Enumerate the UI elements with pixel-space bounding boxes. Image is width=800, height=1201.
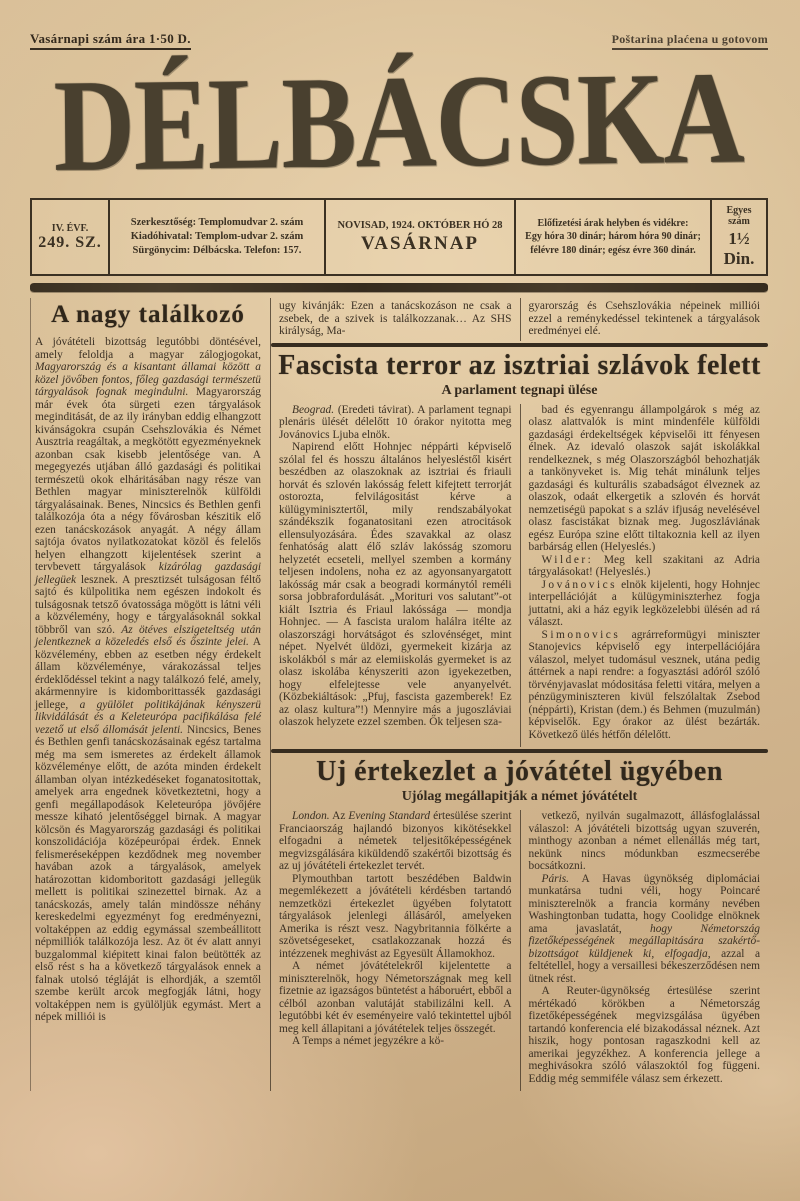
paragraph: A jóvátételi bizottság legutóbbi döntésével, amely feloldja a magyar zálogjogokat, Magyarország és a kisantant államai között a közel jövőben fontos, főleg gazdasági természetü tárgyalások fognak megindulni. Magyarország már évek óta sürgeti ezen tárgyalások meginditását, de az ily irányban eddig elhangzott kivánságokra csupán Csehszlovákia és Német Ausztria reagáltak, a megkötött egyezményeknek azonban csak kisebb jelentősége van. A megegyezés utjában álló gazdasági és politikai természetü okok elháritásában nagy része van Bethlen magyar miniszterelnök külföldi tárgyalásainak. Benes, Nincsics és Bethlen genfi találkozója óta a négy fővárosban készitik elő ezen tanácskozások anyagát. A négy állam sajtója óvatos nyilatkozatokat közöl és felelős helyen elhangzott kijelentések szerint a tervbevett tárgyalások kizárólag gazdasági jellegüek lesznek. A presztizsét tulságosan féltő sajtó és külpolitika nem egészen indokolt és tulságosnak tetsző óvatossága mögött is látni véli a közvélemény, hogy e tárgyalásoknál sokkal többről van szó. Az ötéves elszigeteltség után jelentkeznek a közeledés első és őszinte jelei. A közvélemény, ebben az esetben négy érdekelt állam közvéleménye, várakozással teljes érdeklődéssel tekint a nagy találkozó felé, amely, akármennyire is kidomborittassék gazdasági jellege, a gyülölet politikájának kényszerü likvidálását és a Keleteurópa pacifikálása felé vezető ut első állomását jelenti. Nincsics, Benes és Bethlen genfi tanácskozásainak egész tartalma még ma sem ismeretes az érdekelt államok közvéleménye előtt, de azóta minden érdekelt államban olyan intézkedéseket foganatositottak, amelyek arra engednek következtetni, hogy a genfi megállapodások Keleteurópa jövőjére messze kiható jelentőséggel birnak. A magyar kölcsön és Magyarország gazdasági és politikai konszolidációja középeurópai érdek. Ennek felismeréseképpen kezdődnek meg november havában azok a tárgyalások, amelyek határozottan kidomboritott gazdasági jellegük mellett is politikai szinezettel birnak. Az a tanácskozás, amely talán mindössze néhány kereskedelmi egyezményt fog eredményezni, voltaképpen az eddig egymással szembeállitott népmilliók találkozója lesz. Az öt év alatt annyi buzgalommal kiépitett kinai falon beütötték az első rést s ha a következő tárgyalások ennek a falnak utolsó tégláját is elhordják, a szemtől szembe került arcok megfogják látni, hogy voltaképpen nem is gyülöljük egymást. Mert a népek milliói is [35, 336, 261, 1023]
single-copy-cell [710, 200, 766, 274]
publication-day: VASÁRNAP [360, 232, 480, 254]
paragraph: Beograd. (Eredeti távirat). A parlament tegnapi plenáris ülését délelőtt 10 órakor nyitotta meg Jovánovics Ljuba elnök. [279, 403, 512, 441]
single-copy-label: Egyes szám [726, 205, 752, 227]
paragraph: Wilder: Meg kell szakitani az Adria tárgyalásokat! (Helyeslés.) [528, 553, 760, 579]
paragraph: bad és egyenrangu állampolgárok s még az olasz alattvalók is mint mindenféle külföldi gazdasági érdekeltségek képviselői itt fényesen élnek. Az idevaló olaszok saját iskolákkal rendelkeznek, s még Olaszországból behozhatják a tankönyveket is. Mig tehát minálunk teljes gazdasági és kulturális szabadságot élveznek az olaszok, odaát elkergetik a szlovén és horvát nemzetiségü papokat s a szláv ifjuság nevelésével olasz fascistákat biznak meg. Jugoszláviának egész Európa szine előtt tiltakoznia kell az ilyen barbárság ellen (Helyeslés.) [528, 403, 760, 554]
reparations-column-right [520, 810, 769, 1091]
fascista-column-left [271, 404, 520, 748]
masthead [30, 45, 768, 200]
paragraph: Plymouthban tartott beszédében Baldwin megemlékezett a jóvátételi kérdésben tartandó nemzetközi értekezlet ügyében folytatott tárgyalások jelenlegi állásáról, amelyeken Amerika is részt vesz. Nagybritannia fölkérte a szövetségeseket, csatlakozzanak hozzá és intézzenek meghivást az Egyesült Államokhoz. [279, 872, 512, 960]
right-section [270, 298, 768, 1091]
lead-article-title: A nagy találkozó [51, 301, 245, 328]
newspaper-title: DÉLBÁCSKA [53, 45, 745, 200]
issue-cell [32, 200, 108, 274]
subscription-line-1: Előfizetési árak helyben és vidékre: [537, 217, 689, 229]
fascista-column-right [520, 404, 769, 748]
fascista-subheadline: A parlament tegnapi ülése [441, 382, 598, 398]
continuation-left: ugy kivánják: Ezen a tanácskozáson ne csak a zsebek, de a szivek is találkozzanak… Az SHS királyság, Ma- [279, 300, 512, 337]
lead-article-body [35, 336, 261, 1024]
editorial-office-line: Szerkesztőség: Templomudvar 2. szám [130, 216, 304, 228]
paragraph: London. Az Evening Standard értesülése szerint Franciaország hajlandó bizonyos kikötésekkel elfogadni a németek teljesitőképességének megvizsgálására kiküldendő szakértői bizottság és az uj jóvátételi értekezlet tervét. [279, 810, 512, 873]
paragraph: Simonovics agrárreformügyi miniszter Stanojevics képviselő egy interpellációjára válaszol, melyet tudomásul vesznek, utána pedig áttérnek a napi rendre: a fogyasztási adóról szóló törvényjavaslat módositása feletti vitára, melyen a pénzügyminiszteren kivül felszólaltak Zsebod (néppárti), Kristan (dem.) és Behmen (muzulmán) képviselők. Egy órakor az ülést bezárták. Következő ülés hétfőn délelőtt. [528, 628, 760, 741]
issue-number: 249. SZ. [38, 233, 102, 251]
date-cell [324, 200, 514, 274]
reparations-column-left [271, 810, 520, 1091]
article-reparations [271, 756, 768, 1091]
paragraph: A Reuter-ügynökség értesülése szerint mértékadó körökben a Németország fizetőképességének megvizsgálása ügyében tartandó konferencia elé bizakodással néznek. Azt hiszik, hogy pontosan ragaszkodni kell az amerikai jegyzékhez. A konferencia jellege a meghivásokra szóló válaszoktól fog függeni. Eddig még semmiféle válasz sem érkezett. [528, 985, 760, 1085]
lead-article-continuation [271, 298, 768, 341]
telegram-phone-line: Sürgönycim: Délbácska. Telefon: 157. [132, 245, 302, 257]
paragraph: A német jóvátételekről kijelentette a miniszterelnök, hogy Németországnak meg kell fizetnie az igazságos büntetést a háboruért, ebből a célból azonban valutáját stabilizálni kell. A legutóbbi két év eseményeire való tekintettel ujból meg kell állapitani a jóvátételek teljes összegét. [279, 960, 512, 1035]
reparations-columns [271, 810, 768, 1091]
lead-article-column [30, 298, 270, 1091]
paragraph: Páris. A Havas ügynökség diplomáciai munkatársa tudni véli, hogy Poincaré miniszterelnök a francia kormány nevében Washingtonban tudatta, hogy Coolidge elnöknek ama javaslatát, hogy Németország fizetőképességének megállapitására szakértő-bizottságot küldjenek ki, elfogadja, azzal a feltétellel, hogy a versaillesi békeszerződésen nem ütnek rést. [528, 872, 761, 985]
subscription-cell [514, 200, 710, 274]
paragraph: A Temps a német jegyzékre a kö- [292, 1035, 445, 1048]
fascista-columns [271, 404, 768, 748]
sunday-price-label: Vasárnapi szám ára 1·50 D. [30, 31, 191, 50]
paragraph: Jovánovics elnök kijelenti, hogy Hohnjec interpellációját a külügyminiszterhez fogja juttatni, aki a ház egyik legközelebbi ülésén ad rá választ. [528, 578, 760, 629]
publication-date: NOVISAD, 1924. OKTÓBER HÓ 28 [337, 219, 503, 231]
office-cell [108, 200, 324, 274]
publisher-office-line: Kiadóhivatal: Templom-udvar 2. szám [130, 230, 304, 242]
postage-paid-label: Poštarina plaćena u gotovom [612, 32, 768, 50]
subscription-line-2: Egy hóra 30 dinár; három hóra 90 dinár; [525, 231, 701, 243]
reparations-headline: Uj értekezlet a jóvátétel ügyében [316, 756, 723, 788]
section-divider-rule [271, 343, 768, 347]
article-fascista-terror [271, 350, 768, 748]
reparations-subheadline: Ujólag megállapitják a német jóvátételt [401, 789, 638, 805]
info-bar [30, 198, 768, 276]
continuation-right: gyarország és Csehszlovákia népeinek milliói ezzel a reménykedéssel tekintenek a tárgyalások eredményei elé. [520, 298, 769, 341]
paragraph: Napirend előtt Hohnjec néppárti képviselő szólal fel és hosszu általános helyesléstől kisért beszédben az olaszoknak az isztriai és friauli horvát és szlovén lakósság felett kifejtett terrorját ostorozta, felvilágositást kérve a külügyminisztertől, mily rendszabályokat szándékszik foganatositani ezen atrocitások ellensulyozására. Édes szavakkal az olasz fenhatóság alatt élő szláv lakósság szomoru helyzetét ecseteli, mellyel szemben a kormány teljesen indolens, noha ez az agyonsanyargatott lakósság már csak a beogradi kormánytól reméli sorsa jobbrafordulását. „Morituri vos salutant”-ot kiált Isztria és Friaul lakóssága — mondja Hohnjec. — A fascista uralom halálra itélte az olaszországi horvátságot és szlovénséget, mint népet. Nyelvét üldözi, gyermekeit kizárja az iskolákból s már az elemiiskolás gyermeket is az olasz iskolába kényszeriti azon igyekezetben, hogy elfelejtesse vele anyanyelvét. (Közbekiáltások: „Pfuj, fascista gazemberek! Ez az olasz kultura”!) Mennyire más a jugoszláviai olaszok helyzete ezzel szemben. Ők teljesen sza- [279, 441, 512, 729]
single-copy-price: 1½ Din. [723, 229, 755, 268]
paragraph: vetkező, nyilván sugalmazott, állásfoglalással válaszol: A jóvátételi bizottság ugyan szuverén, minthogy azonban a német ellenállás még tart, nekünk nincs módunkban eszmecserébe bocsátkozni. [528, 810, 760, 873]
section-divider-rule-2 [271, 749, 768, 753]
fascista-headline: Fascista terror az isztriai szlávok felett [278, 349, 761, 381]
volume-label: IV. ÉVF. [51, 222, 89, 234]
masthead-divider-rule [30, 283, 768, 292]
subscription-line-3: félévre 180 dinár; egész évre 360 dinár. [530, 244, 696, 256]
page-content [30, 298, 768, 1091]
